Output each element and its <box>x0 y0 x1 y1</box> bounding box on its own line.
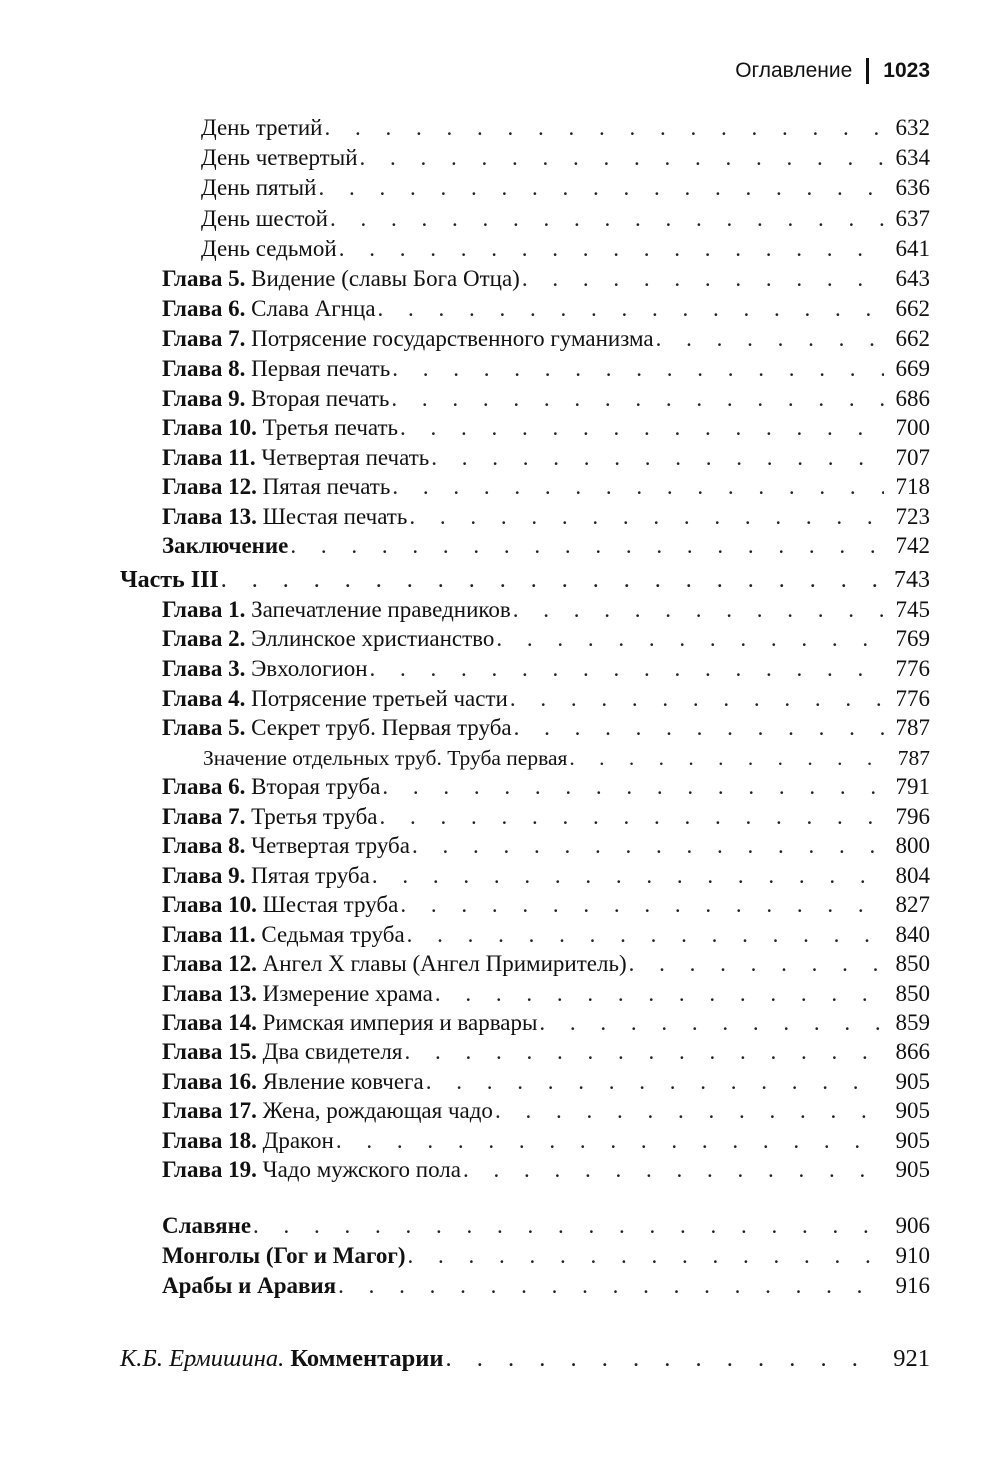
toc-entry-label <box>162 772 380 802</box>
toc-entry-number: Глава 2. <box>162 626 246 651</box>
toc-entry <box>0 531 1000 561</box>
toc-entry <box>0 173 1000 203</box>
toc-entry-number: Глава 12. <box>162 474 257 499</box>
toc-entry-title: Славяне <box>162 1213 252 1238</box>
toc-entry-number: Глава 14. <box>162 1010 257 1035</box>
toc-entry-page: 723 <box>895 504 930 529</box>
toc-entry-page: 905 <box>895 1098 930 1123</box>
toc-entry-page: 850 <box>895 981 930 1006</box>
toc-entry-number: Глава 13. <box>162 504 257 529</box>
toc-entry <box>0 1037 1000 1067</box>
toc-entry-title: Измерение храма <box>262 981 433 1006</box>
toc-part-entry <box>0 565 1000 595</box>
toc-entry-title: Запечатление праведников <box>251 597 511 622</box>
toc-entry <box>0 684 1000 714</box>
toc-entry-label <box>201 143 358 173</box>
toc-entry-title: День шестой <box>201 206 328 231</box>
leader-dots <box>463 1155 884 1185</box>
toc-entry-title: Явление ковчега <box>262 1069 424 1094</box>
toc-entry-title: Шестая печать <box>262 504 408 529</box>
toc-entry-label <box>162 1008 537 1038</box>
toc-subentry <box>0 743 1000 773</box>
toc-entry-title: Арабы и Аравия <box>162 1273 337 1298</box>
toc-entry-label <box>162 443 429 473</box>
leader-dots <box>446 1344 884 1374</box>
toc-entry-page: 804 <box>895 863 930 888</box>
toc-entry <box>0 1096 1000 1126</box>
toc-entry-number: Глава 7. <box>162 804 246 829</box>
toc-entry <box>0 472 1000 502</box>
toc-entry-label <box>162 1096 493 1126</box>
toc-entry-label <box>162 384 389 414</box>
toc-entry <box>0 234 1000 264</box>
toc-entry <box>0 861 1000 891</box>
toc-entry-number: Глава 15. <box>162 1039 257 1064</box>
toc-entry-page: 850 <box>895 951 930 976</box>
leader-dots <box>510 684 884 714</box>
toc-entry <box>0 1008 1000 1038</box>
leader-dots <box>380 802 884 832</box>
toc-entry-number: Глава 11. <box>162 445 256 470</box>
toc-entry-number: Глава 3. <box>162 656 246 681</box>
toc-entry-page: 791 <box>895 774 930 799</box>
toc-entry-title: Чадо мужского пола <box>262 1157 461 1182</box>
toc-entry-number: Глава 9. <box>162 863 246 888</box>
toc-entry-label <box>162 472 390 502</box>
leader-dots <box>514 713 884 743</box>
toc-entry-number: Глава 9. <box>162 386 246 411</box>
toc-entry <box>0 979 1000 1009</box>
toc-entry <box>0 595 1000 625</box>
toc-entry-title: Третья труба <box>251 804 378 829</box>
toc-entry-page: 910 <box>895 1243 930 1268</box>
toc-entry-number: Глава 1. <box>162 597 246 622</box>
toc-entry-number: Глава 16. <box>162 1069 257 1094</box>
toc-entry-label <box>162 1067 424 1097</box>
toc-entry-title: Четвертая печать <box>261 445 430 470</box>
toc-entry-page: 905 <box>895 1069 930 1094</box>
toc-entry-number: Глава 6. <box>162 296 246 321</box>
toc-entry-label <box>162 264 520 294</box>
toc-entry-page: 745 <box>895 597 930 622</box>
toc-entry-label <box>162 890 398 920</box>
toc-entry-label <box>162 831 410 861</box>
toc-entry-label <box>203 743 567 773</box>
toc-entry <box>0 443 1000 473</box>
toc-entry-title: Дракон <box>262 1128 334 1153</box>
toc-entry <box>0 713 1000 743</box>
toc-entry-label <box>162 354 390 384</box>
toc-entry-label <box>162 502 407 532</box>
toc-entry <box>0 354 1000 384</box>
toc-entry-number: Глава 11. <box>162 922 256 947</box>
toc-entry <box>0 802 1000 832</box>
toc-entry-label <box>162 684 508 714</box>
toc-entry <box>0 294 1000 324</box>
toc-entry-title: Комментарии <box>290 1345 444 1372</box>
toc-entry-title: Вторая печать <box>251 386 390 411</box>
toc-entry-title: День пятый <box>201 175 317 200</box>
toc-entry <box>0 1241 1000 1271</box>
toc-entry-page: 743 <box>894 567 930 593</box>
toc-entry-number: Глава 12. <box>162 951 257 976</box>
toc-entry-number: Глава 5. <box>162 715 246 740</box>
toc-entry-label <box>162 294 376 324</box>
toc-entry <box>0 324 1000 354</box>
toc-entry-label <box>201 234 337 264</box>
toc-entry <box>0 890 1000 920</box>
toc-entry-number: Глава 17. <box>162 1098 257 1123</box>
toc-entry-number: Глава 8. <box>162 833 246 858</box>
toc-entry <box>0 143 1000 173</box>
toc-entry <box>0 920 1000 950</box>
leader-dots <box>431 443 884 473</box>
toc-entry-title: Слава Агнца <box>251 296 376 321</box>
toc-entry-label <box>162 654 368 684</box>
toc-entry <box>0 264 1000 294</box>
toc-entry-label <box>162 861 370 891</box>
toc-entry-page: 718 <box>895 474 930 499</box>
toc-entry <box>0 1155 1000 1185</box>
toc-entry-page: 776 <box>895 686 930 711</box>
toc-entry-number: Глава 6. <box>162 774 246 799</box>
leader-dots <box>372 861 884 891</box>
toc-entry-page: 634 <box>895 145 930 170</box>
leader-dots <box>253 1211 884 1241</box>
toc-entry-label <box>162 324 654 354</box>
toc-entry-title: День третий <box>201 115 323 140</box>
toc-entry-title: Эвхологион <box>251 656 368 681</box>
toc-entry-page: 787 <box>895 715 930 740</box>
leader-dots <box>496 624 884 654</box>
toc-entry-page: 643 <box>895 266 930 291</box>
toc-entry-label <box>162 713 512 743</box>
toc-entry-title: Римская империя и варвары <box>262 1010 538 1035</box>
toc-entry-page: 905 <box>895 1157 930 1182</box>
toc-entry-title: Секрет труб. Первая труба <box>251 715 512 740</box>
toc-entry-number: Глава 10. <box>162 892 257 917</box>
toc-entry-page: 662 <box>895 296 930 321</box>
toc-entry-label <box>120 1344 444 1374</box>
toc-entry <box>0 831 1000 861</box>
leader-dots <box>426 1067 884 1097</box>
toc-entry-title: День седьмой <box>201 236 337 261</box>
toc-entry-number: Глава 13. <box>162 981 257 1006</box>
toc-entry-number: Глава 10. <box>162 415 257 440</box>
leader-dots <box>392 354 884 384</box>
toc-entry-page: 840 <box>895 922 930 947</box>
toc-entry-title: Ангел X главы (Ангел Примиритель) <box>262 951 627 976</box>
toc-entry-page: 742 <box>895 533 930 558</box>
toc-entry-number: Глава 18. <box>162 1128 257 1153</box>
leader-dots <box>382 772 884 802</box>
leader-dots <box>569 743 884 773</box>
toc-entry-number: Глава 4. <box>162 686 246 711</box>
toc-entry-page: 662 <box>895 326 930 351</box>
toc-entry-page: 905 <box>895 1128 930 1153</box>
toc-entry-label <box>162 624 494 654</box>
toc-entry-title: Заключение <box>162 533 289 558</box>
leader-dots <box>330 204 884 234</box>
toc-entry-label <box>201 204 328 234</box>
toc-entry-number: Глава 19. <box>162 1157 257 1182</box>
leader-dots <box>290 531 884 561</box>
toc-entry <box>0 113 1000 143</box>
toc-entry <box>0 502 1000 532</box>
leader-dots <box>539 1008 884 1038</box>
toc-entry <box>0 1067 1000 1097</box>
toc-entry-title: Шестая труба <box>262 892 399 917</box>
leader-dots <box>629 949 884 979</box>
toc-entry-page: 921 <box>893 1345 930 1372</box>
leader-dots <box>318 173 884 203</box>
leader-dots <box>404 1037 884 1067</box>
leader-dots <box>435 979 884 1009</box>
toc-entry-label <box>162 979 433 1009</box>
leader-dots <box>408 1241 885 1271</box>
toc-entry-label <box>201 113 322 143</box>
toc-entry-label <box>162 531 288 561</box>
running-header <box>735 58 930 84</box>
toc-entry-page: 632 <box>895 115 930 140</box>
toc-entry-title: Два свидетеля <box>262 1039 403 1064</box>
header-separator <box>866 58 869 84</box>
toc-entry <box>0 949 1000 979</box>
toc-entry-label <box>162 802 378 832</box>
toc-entry-page: 707 <box>895 445 930 470</box>
toc-entry <box>0 1126 1000 1156</box>
toc-entry-label <box>162 1241 406 1271</box>
toc-entry-title: Третья печать <box>262 415 399 440</box>
toc-entry-label <box>162 1126 334 1156</box>
toc-entry-page: 787 <box>897 746 930 770</box>
leader-dots <box>522 264 884 294</box>
toc-entry-number: Глава 8. <box>162 356 246 381</box>
toc-entry <box>0 654 1000 684</box>
toc-entry-title: Жена, рождающая чадо <box>262 1098 493 1123</box>
toc-entry-page: 776 <box>895 656 930 681</box>
leader-dots <box>495 1096 884 1126</box>
toc-entry-page: 769 <box>895 626 930 651</box>
toc-entry-label <box>162 1271 336 1301</box>
leader-dots <box>324 113 884 143</box>
toc-entry <box>0 772 1000 802</box>
toc-entry-page: 686 <box>895 386 930 411</box>
toc-entry-title: Значение отдельных труб. Труба первая <box>203 746 568 770</box>
toc-entry-label <box>162 949 627 979</box>
toc-entry-title: Видение (славы Бога Отца) <box>251 266 520 291</box>
leader-dots <box>336 1126 884 1156</box>
toc-entry-label <box>162 1037 402 1067</box>
toc-entry-author: К.Б. Ермишина. <box>120 1345 285 1372</box>
toc-entry <box>0 1211 1000 1241</box>
toc-entry-page: 641 <box>895 236 930 261</box>
toc-entry-number: Глава 5. <box>162 266 246 291</box>
toc-entry-label <box>162 1155 461 1185</box>
toc-entry-title: Вторая труба <box>251 774 381 799</box>
toc-entry <box>0 1271 1000 1301</box>
toc-entry-title: День четвертый <box>201 145 358 170</box>
leader-dots <box>378 294 884 324</box>
toc-entry-page: 916 <box>895 1273 930 1298</box>
toc-entry-page: 906 <box>895 1213 930 1238</box>
leader-dots <box>360 143 885 173</box>
running-header-section: Оглавление <box>735 59 853 82</box>
toc-entry <box>0 204 1000 234</box>
toc-entry-page: 669 <box>895 356 930 381</box>
leader-dots <box>407 920 884 950</box>
toc-entry <box>0 384 1000 414</box>
toc-entry-label <box>201 173 316 203</box>
toc-entry-page: 866 <box>895 1039 930 1064</box>
toc-entry-number: Глава 7. <box>162 326 246 351</box>
toc-entry-label <box>162 595 511 625</box>
toc-entry-page: 800 <box>895 833 930 858</box>
toc-entry-page: 796 <box>895 804 930 829</box>
leader-dots <box>409 502 884 532</box>
toc-entry-label <box>162 413 398 443</box>
leader-dots <box>391 384 884 414</box>
toc-entry-title: Пятая печать <box>262 474 391 499</box>
leader-dots <box>400 413 884 443</box>
toc-entry <box>0 624 1000 654</box>
toc-entry-title: Седьмая труба <box>261 922 405 947</box>
toc-entry-title: Пятая труба <box>251 863 370 888</box>
page-number: 1023 <box>883 59 930 82</box>
toc-entry-page: 827 <box>895 892 930 917</box>
toc-entry-title: Эллинское христианство <box>251 626 495 651</box>
toc-part-title: Часть III <box>120 567 219 593</box>
leader-dots <box>412 831 884 861</box>
toc-entry <box>0 413 1000 443</box>
toc-entry-title: Монголы (Гог и Магог) <box>162 1243 406 1268</box>
toc-entry-page: 700 <box>895 415 930 440</box>
toc-entry-label <box>120 565 219 595</box>
leader-dots <box>221 565 884 595</box>
toc-entry-title: Потрясение третьей части <box>251 686 508 711</box>
toc-entry-label <box>162 920 405 950</box>
leader-dots <box>400 890 884 920</box>
leader-dots <box>370 654 884 684</box>
leader-dots <box>656 324 884 354</box>
toc-entry-label <box>162 1211 251 1241</box>
leader-dots <box>513 595 884 625</box>
toc-entry-title: Потрясение государственного гуманизма <box>251 326 654 351</box>
toc-entry-page: 859 <box>895 1010 930 1035</box>
leader-dots <box>338 1271 884 1301</box>
toc-footer-entry <box>0 1344 1000 1374</box>
leader-dots <box>392 472 884 502</box>
toc-entry-title: Первая печать <box>251 356 391 381</box>
toc-entry-page: 637 <box>895 206 930 231</box>
leader-dots <box>339 234 884 264</box>
toc-entry-title: Четвертая труба <box>251 833 410 858</box>
toc-entry-page: 636 <box>895 175 930 200</box>
